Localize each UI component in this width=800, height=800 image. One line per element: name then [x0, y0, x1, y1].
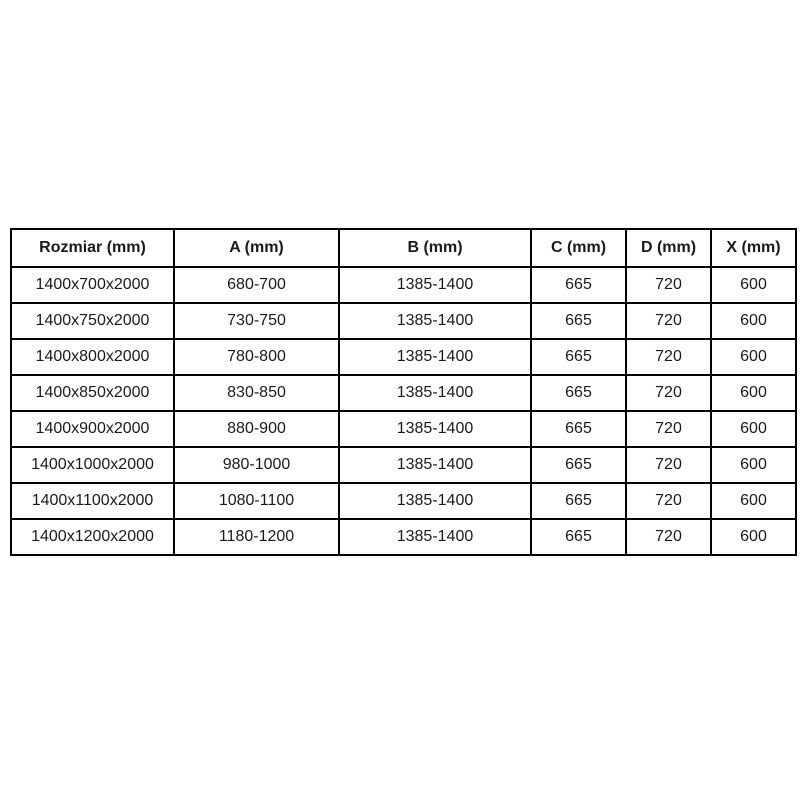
table-cell: 1400x800x2000: [11, 339, 174, 375]
header-cell-2: B (mm): [339, 229, 531, 267]
table-row: [11, 267, 796, 303]
header-cell-0: Rozmiar (mm): [11, 229, 174, 267]
table-cell: 1400x1100x2000: [11, 483, 174, 519]
table-cell: 665: [531, 519, 626, 555]
header-cell-5: X (mm): [711, 229, 796, 267]
table-cell: 830-850: [174, 375, 339, 411]
table-row: [11, 411, 796, 447]
table-cell: 1385-1400: [339, 303, 531, 339]
table-cell: 780-800: [174, 339, 339, 375]
table-row: [11, 519, 796, 555]
table-cell: 1385-1400: [339, 483, 531, 519]
table-cell: 665: [531, 411, 626, 447]
table-cell: 1180-1200: [174, 519, 339, 555]
header-cell-3: C (mm): [531, 229, 626, 267]
table-cell: 665: [531, 375, 626, 411]
header-cell-4: D (mm): [626, 229, 711, 267]
header-cell-1: A (mm): [174, 229, 339, 267]
table-cell: 1385-1400: [339, 411, 531, 447]
table-cell: 600: [711, 411, 796, 447]
table-cell: 880-900: [174, 411, 339, 447]
table-cell: 720: [626, 447, 711, 483]
table-cell: 600: [711, 519, 796, 555]
table-cell: 600: [711, 267, 796, 303]
table-cell: 600: [711, 375, 796, 411]
table-cell: 720: [626, 483, 711, 519]
table-cell: 665: [531, 303, 626, 339]
table-body: [11, 267, 796, 555]
table-cell: 600: [711, 447, 796, 483]
header-row: [11, 229, 796, 267]
table-cell: 665: [531, 447, 626, 483]
table-cell: 720: [626, 339, 711, 375]
table-row: [11, 375, 796, 411]
table-cell: 1400x1000x2000: [11, 447, 174, 483]
table-cell: 1400x750x2000: [11, 303, 174, 339]
table-cell: 720: [626, 411, 711, 447]
table-cell: 1080-1100: [174, 483, 339, 519]
table-cell: 1400x700x2000: [11, 267, 174, 303]
table-cell: 720: [626, 303, 711, 339]
table-row: [11, 483, 796, 519]
table-cell: 720: [626, 375, 711, 411]
table-cell: 1400x1200x2000: [11, 519, 174, 555]
table-cell: 1400x900x2000: [11, 411, 174, 447]
table-cell: 665: [531, 339, 626, 375]
size-table: [10, 228, 797, 556]
table-cell: 680-700: [174, 267, 339, 303]
table-cell: 1385-1400: [339, 447, 531, 483]
table-cell: 980-1000: [174, 447, 339, 483]
table-cell: 600: [711, 339, 796, 375]
table-cell: 600: [711, 303, 796, 339]
table-cell: 665: [531, 267, 626, 303]
table-cell: 1385-1400: [339, 375, 531, 411]
table-cell: 1385-1400: [339, 519, 531, 555]
table-row: [11, 303, 796, 339]
table-cell: 720: [626, 519, 711, 555]
table-row: [11, 447, 796, 483]
table-cell: 1400x850x2000: [11, 375, 174, 411]
table-cell: 665: [531, 483, 626, 519]
table-cell: 720: [626, 267, 711, 303]
table-row: [11, 339, 796, 375]
table-cell: 1385-1400: [339, 267, 531, 303]
table-cell: 1385-1400: [339, 339, 531, 375]
table-cell: 600: [711, 483, 796, 519]
table-cell: 730-750: [174, 303, 339, 339]
